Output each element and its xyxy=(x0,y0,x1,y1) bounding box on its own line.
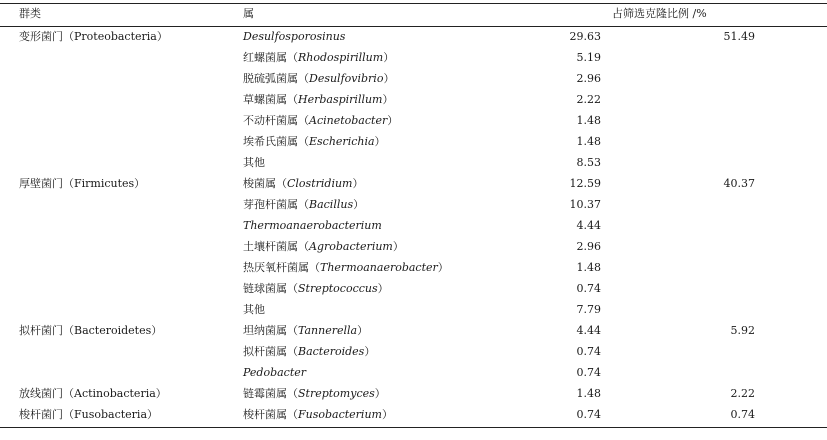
genus-percent: 10.37 xyxy=(569,198,601,211)
genus-latin: Fusobacterium xyxy=(298,408,382,421)
genus-cn: 梭菌属 xyxy=(243,177,276,190)
genus-cn: 拟杆菌属 xyxy=(243,345,287,358)
genus-name: 不动杆菌属（Acinetobacter） xyxy=(243,114,399,127)
genus-name: 热厌氧杆菌属（Thermoanaerobacter） xyxy=(243,261,449,274)
genus-cn: 土壤杆菌属 xyxy=(243,240,298,253)
genus-name xyxy=(243,299,265,320)
genus-percent: 4.44 xyxy=(576,219,601,232)
genus-percent: 5.19 xyxy=(576,51,601,64)
genus-latin: Tannerella xyxy=(298,324,358,337)
genus-name: 脱硫弧菌属（Desulfovibrio） xyxy=(243,72,395,85)
genus-latin: Bacillus xyxy=(309,198,354,211)
genus-latin: Agrobacterium xyxy=(309,240,393,253)
genus-cn: 链霉菌属 xyxy=(243,387,287,400)
genus-name xyxy=(243,152,265,173)
genus-percent: 29.63 xyxy=(569,30,601,43)
genus-cn: 其他 xyxy=(243,303,265,316)
genus-latin: Desulfosporosinus xyxy=(243,30,346,43)
genus-percent: 2.96 xyxy=(576,72,601,85)
bottom-rule xyxy=(0,427,827,428)
genus-name: 坦纳菌属（Tannerella） xyxy=(243,324,369,337)
genus-cn: 草螺菌属 xyxy=(243,93,287,106)
genus-cn: 脱硫弧菌属 xyxy=(243,72,298,85)
table-row xyxy=(0,215,827,236)
genus-cn: 芽孢杆菌属 xyxy=(243,198,298,211)
genus-latin: Desulfovibrio xyxy=(309,72,384,85)
table-row xyxy=(0,173,827,194)
genus-percent: 4.44 xyxy=(576,324,601,337)
genus-percent: 0.74 xyxy=(576,366,601,379)
table-row xyxy=(0,236,827,257)
table-row xyxy=(0,320,827,341)
table-row xyxy=(0,68,827,89)
genus-percent: 7.79 xyxy=(576,303,601,316)
genus-latin: Herbaspirillum xyxy=(298,93,383,106)
table-body xyxy=(0,26,827,425)
genus-latin: Acinetobacter xyxy=(309,114,388,127)
table-row xyxy=(0,89,827,110)
table-row xyxy=(0,278,827,299)
table-row xyxy=(0,257,827,278)
genus-ratio-table xyxy=(0,3,827,425)
table-row xyxy=(0,26,827,47)
genus-percent: 1.48 xyxy=(576,114,601,127)
group-total: 2.22 xyxy=(730,387,755,400)
group-name: 梭杆菌门（Fusobacteria） xyxy=(19,408,159,421)
genus-cn: 链球菌属 xyxy=(243,282,287,295)
genus-cn: 坦纳菌属 xyxy=(243,324,287,337)
genus-percent: 1.48 xyxy=(576,135,601,148)
table-row xyxy=(0,131,827,152)
group-name: 拟杆菌门（Bacteroidetes） xyxy=(19,324,163,337)
table-row xyxy=(0,299,827,320)
genus-name: 梭杆菌属（Fusobacterium） xyxy=(243,408,393,421)
genus-latin: Thermoanaerobacterium xyxy=(243,219,382,232)
table-row xyxy=(0,404,827,425)
header-group: 群类 xyxy=(19,7,41,20)
genus-percent: 0.74 xyxy=(576,282,601,295)
genus-latin: Escherichia xyxy=(309,135,375,148)
genus-latin: Streptococcus xyxy=(298,282,378,295)
table-row xyxy=(0,362,827,383)
genus-percent: 0.74 xyxy=(576,345,601,358)
genus-latin: Bacteroides xyxy=(298,345,365,358)
group-total: 51.49 xyxy=(723,30,755,43)
header-ratio: 占筛选克隆比例 /% xyxy=(612,7,707,20)
genus-latin: Clostridium xyxy=(287,177,353,190)
genus-percent: 8.53 xyxy=(576,156,601,169)
group-total: 0.74 xyxy=(730,408,755,421)
genus-latin: Streptomyces xyxy=(298,387,375,400)
table-row xyxy=(0,110,827,131)
group-name: 放线菌门（Actinobacteria） xyxy=(19,387,167,400)
genus-cn: 其他 xyxy=(243,156,265,169)
genus-latin: Pedobacter xyxy=(243,366,307,379)
group-total: 40.37 xyxy=(723,177,755,190)
genus-cn: 不动杆菌属 xyxy=(243,114,298,127)
genus-cn: 红螺菌属 xyxy=(243,51,287,64)
genus-percent: 2.22 xyxy=(576,93,601,106)
header-row xyxy=(0,3,827,26)
genus-name: 红螺菌属（Rhodospirillum） xyxy=(243,51,395,64)
genus-percent: 2.96 xyxy=(576,240,601,253)
genus-name: 草螺菌属（Herbaspirillum） xyxy=(243,93,394,106)
genus-cn: 热厌氧杆菌属 xyxy=(243,261,309,274)
genus-name: 拟杆菌属（Bacteroides） xyxy=(243,345,376,358)
genus-percent: 1.48 xyxy=(576,387,601,400)
genus-name: 梭菌属（Clostridium） xyxy=(243,177,364,190)
table-row xyxy=(0,194,827,215)
genus-latin: Rhodospirillum xyxy=(298,51,384,64)
genus-percent: 12.59 xyxy=(569,177,601,190)
genus-name: 芽孢杆菌属（Bacillus） xyxy=(243,198,365,211)
genus-name xyxy=(243,26,345,47)
group-total: 5.92 xyxy=(730,324,755,337)
genus-name xyxy=(243,215,382,236)
group-name: 厚壁菌门（Firmicutes） xyxy=(19,177,146,190)
genus-name: 链球菌属（Streptococcus） xyxy=(243,282,389,295)
genus-latin: Thermoanaerobacter xyxy=(320,261,438,274)
genus-cn: 埃希氏菌属 xyxy=(243,135,298,148)
genus-name: 链霉菌属（Streptomyces） xyxy=(243,387,386,400)
genus-percent: 0.74 xyxy=(576,408,601,421)
genus-name: 埃希氏菌属（Escherichia） xyxy=(243,135,386,148)
genus-cn: 梭杆菌属 xyxy=(243,408,287,421)
group-name: 变形菌门（Proteobacteria） xyxy=(19,30,168,43)
table-row xyxy=(0,383,827,404)
genus-name xyxy=(243,362,306,383)
genus-name: 土壤杆菌属（Agrobacterium） xyxy=(243,240,404,253)
table-row xyxy=(0,341,827,362)
header-genus: 属 xyxy=(243,7,254,20)
table-row xyxy=(0,47,827,68)
table-row xyxy=(0,152,827,173)
genus-percent: 1.48 xyxy=(576,261,601,274)
